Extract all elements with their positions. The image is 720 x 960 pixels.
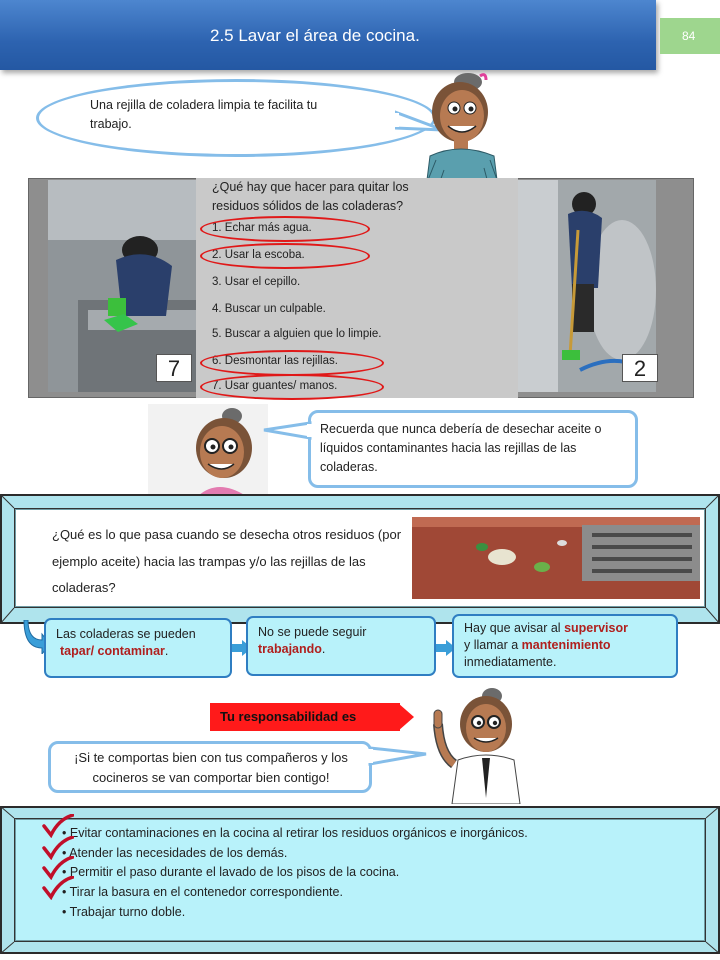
woman-with-glasses-illustration (148, 404, 268, 496)
checkmark-icon (40, 814, 74, 838)
consequence-box-3-suffix: inmediatamente. (464, 654, 557, 669)
responsibility-label: Tu responsabilidad es (210, 703, 400, 731)
option-item: 5. Buscar a alguien que lo limpie. (212, 328, 382, 340)
task-item: • Trabajar turno doble. (62, 905, 186, 919)
task-item: • Tirar la basura en el contenedor correspondiente. (62, 885, 343, 899)
responsibility-arrow-tip (398, 703, 416, 731)
task-item: • Atender las necesidades de los demás. (62, 846, 288, 860)
answer-ellipse (200, 216, 370, 242)
checkmark-icon (40, 876, 74, 900)
consequence-box-2-suffix: . (321, 641, 326, 656)
consequence-box-3-rest: y llamar a (464, 637, 522, 652)
answer-ellipse (200, 350, 384, 376)
consequence-box-1-highlight: tapar/ contaminar (60, 643, 165, 658)
step-badge-left: 7 (156, 354, 192, 382)
consequence-box-3-highlight2: mantenimiento (521, 637, 611, 652)
task-item-text: Trabajar turno doble. (69, 905, 186, 919)
task-item-text: Permitir el paso durante el lavado de los pisos de la cocina. (69, 865, 400, 879)
consequence-box-2-highlight: trabajando (258, 641, 322, 656)
consequence-box-1 (44, 618, 232, 678)
speech-bubble-tail (262, 420, 312, 444)
consequence-box-1-suffix: . (164, 643, 169, 658)
consequence-box-3-highlight: supervisor (564, 621, 628, 635)
option-item: 3. Usar el cepillo. (212, 276, 301, 288)
task-item: • Evitar contaminaciones en la cocina al retirar los residuos orgánicos e inorgánicos. (62, 826, 528, 840)
question-text: ¿Qué hay que hacer para quitar los residuos sólidos de las coladeras? (212, 180, 409, 213)
answer-ellipse (200, 374, 384, 400)
clogged-drain-photo (412, 517, 700, 599)
option-item: 4. Buscar un culpable. (212, 303, 326, 315)
option-item: 1. Echar más agua. (212, 222, 312, 234)
consequence-box-2 (246, 616, 436, 676)
step-badge-right: 2 (622, 354, 658, 382)
speech-bubble-middle-text: Recuerda que nunca debería de desechar aceite o líquidos contaminantes hacia las rejillas de las coladeras. (320, 422, 602, 474)
task-item-text: Evitar contaminaciones en la cocina al retirar los residuos orgánicos e inorgánicos. (69, 826, 528, 840)
teacher-illustration (418, 684, 548, 804)
speech-bubble-top-text: Una rejilla de coladera limpia te facilita tu trabajo. (90, 98, 318, 131)
speech-bubble-tail (368, 746, 428, 768)
task-item-text: Atender las necesidades de los demás. (69, 846, 288, 860)
consequence-box-2-text: No se puede seguir (258, 625, 367, 639)
task-item: • Permitir el paso durante el lavado de los pisos de la cocina. (62, 865, 400, 879)
consequence-box-3 (452, 614, 678, 678)
answer-ellipse (200, 243, 370, 269)
consequence-question: ¿Qué es lo que pasa cuando se desecha otros residuos (por ejemplo aceite) hacia las trampas y/o las rejillas de las coladeras? (52, 527, 402, 596)
option-item: 2. Usar la escoba. (212, 249, 305, 261)
page-number: 84 (682, 29, 696, 43)
consequence-box-1-text: Las coladeras se pueden (56, 627, 196, 641)
task-item-text: Tirar la basura en el contenedor correspondiente. (69, 885, 343, 899)
speech-bubble-bottom-text: ¡Si te comportas bien con tus compañeros y los cocineros se van comportar bien contigo! (74, 750, 348, 785)
option-item: 6. Desmontar las rejillas. (212, 355, 338, 367)
page-title: 2.5 Lavar el área de cocina. (210, 26, 420, 45)
consequence-box-3-text: Hay que avisar al (464, 621, 565, 635)
option-item: 7. Usar guantes/ manos. (212, 380, 338, 392)
